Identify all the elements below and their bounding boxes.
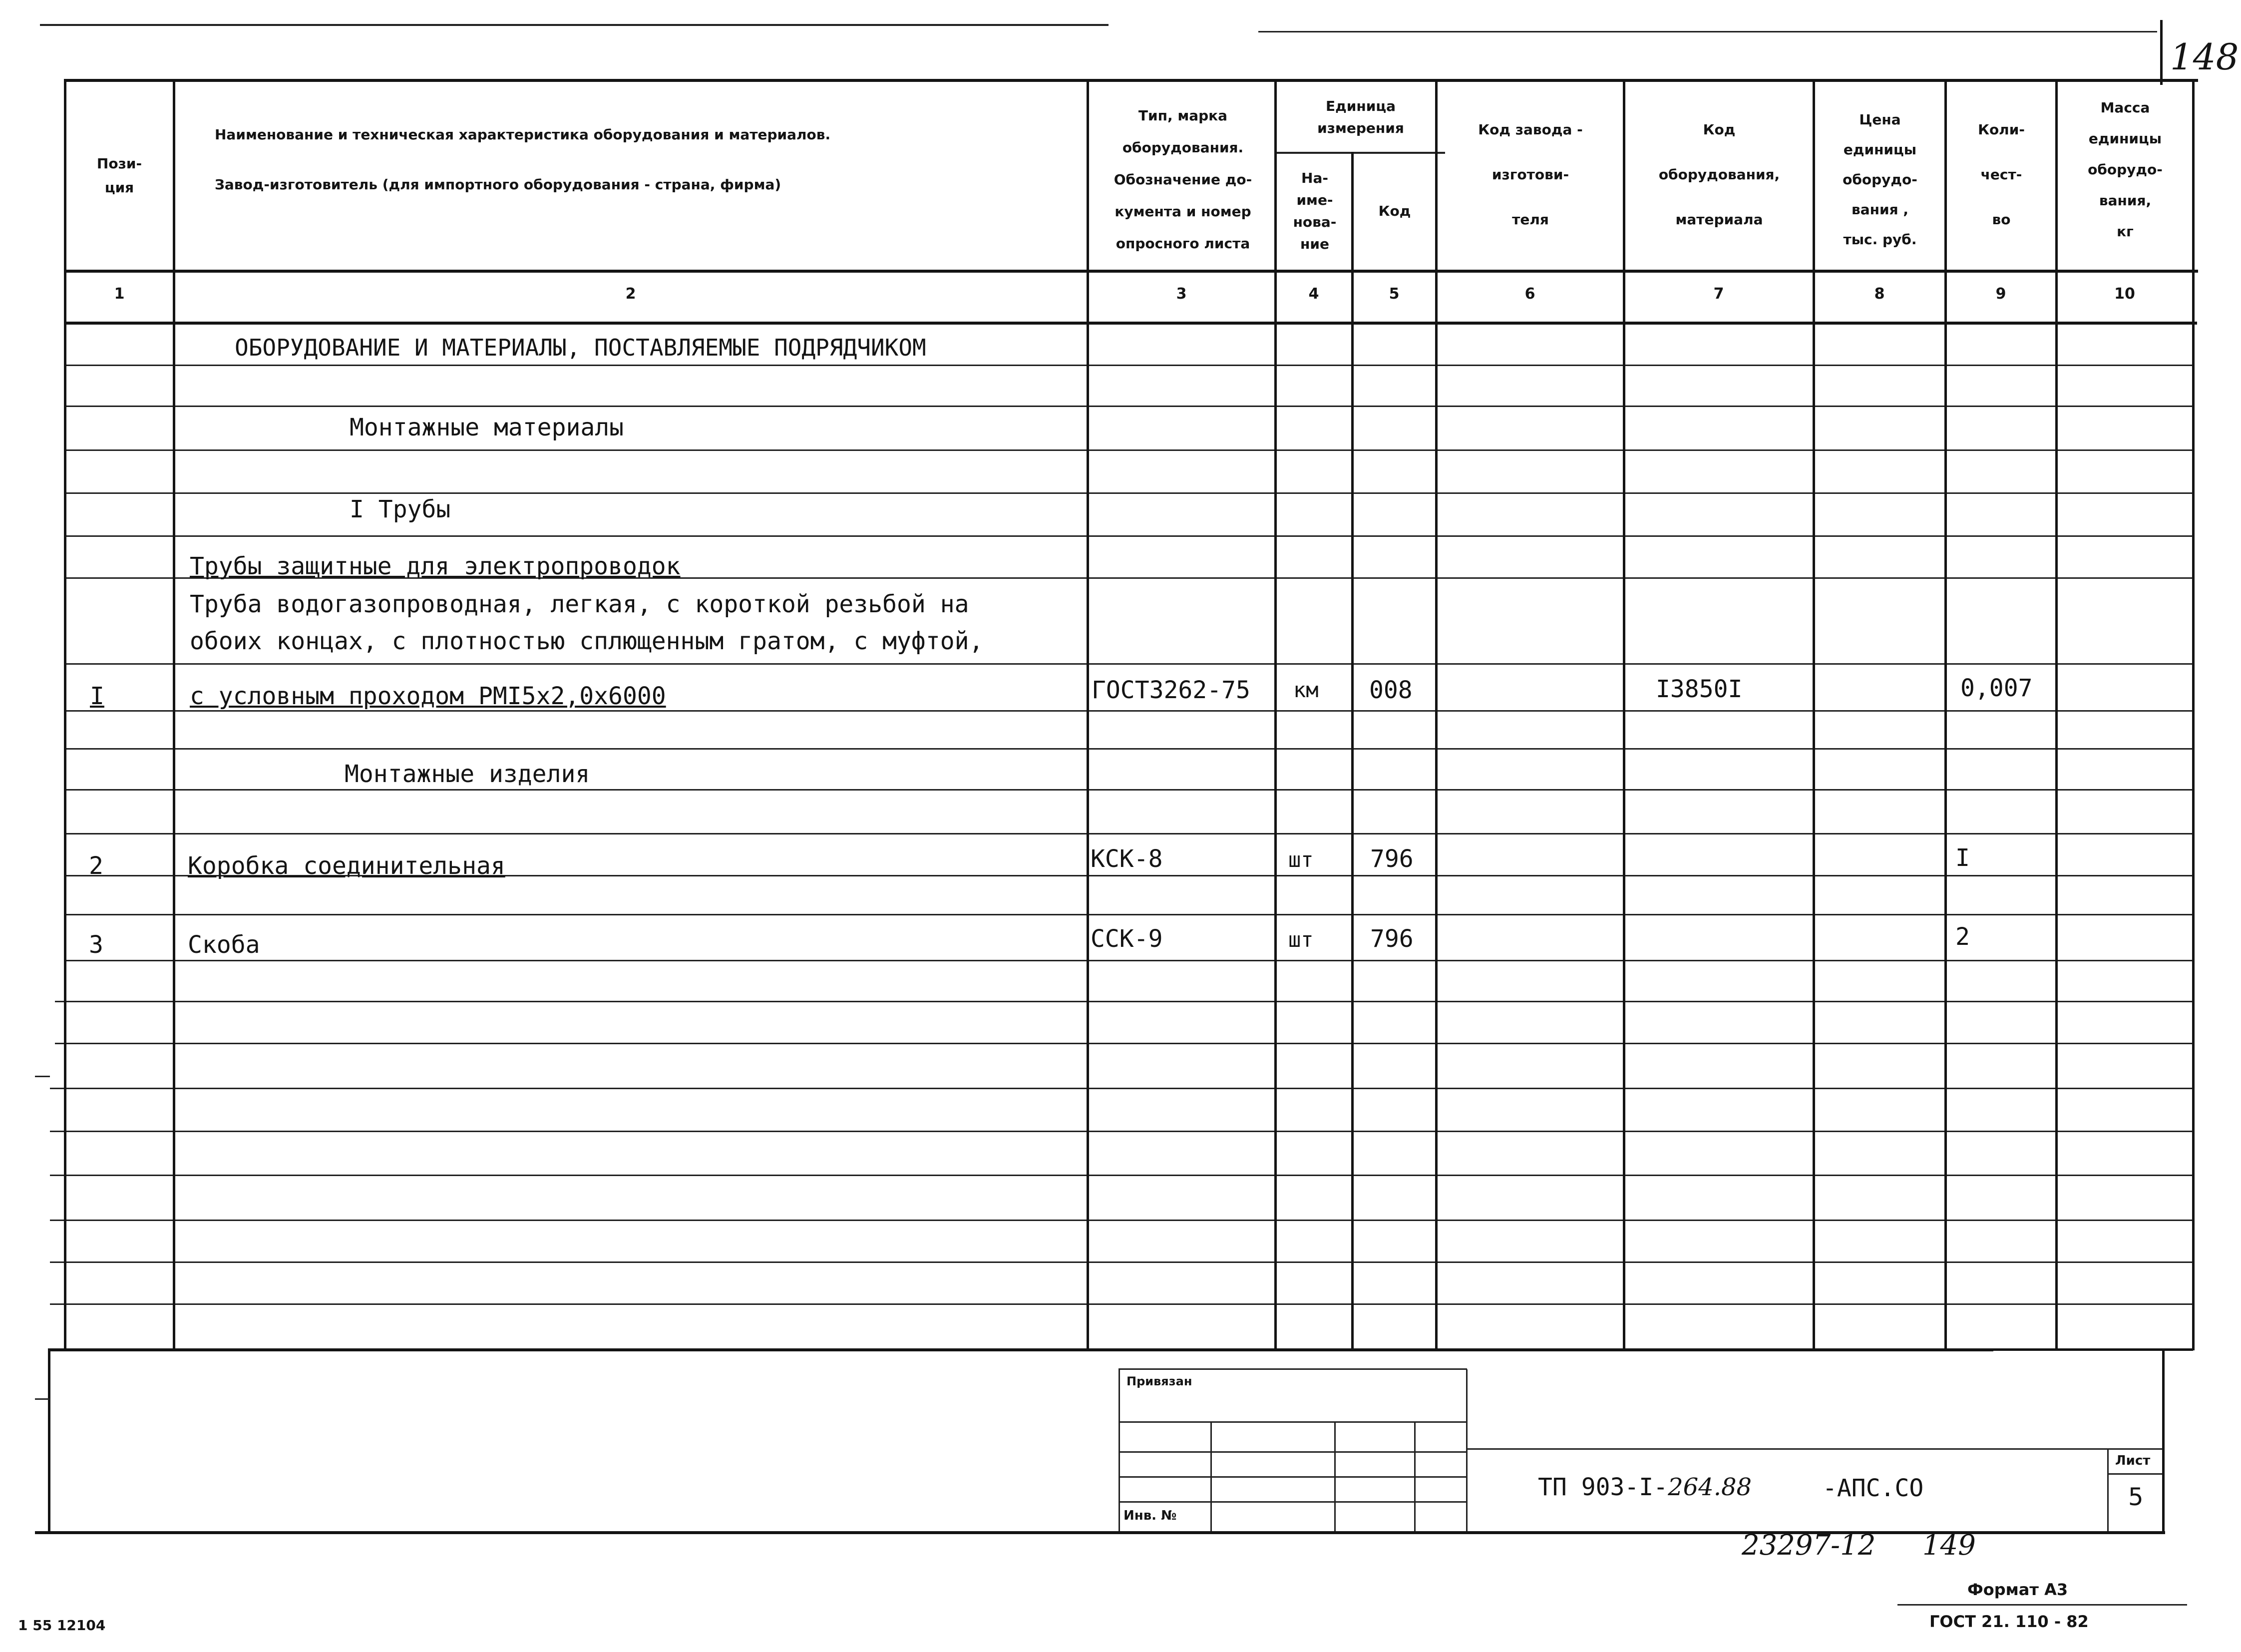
row-line (65, 406, 2193, 407)
col-border-2-3 (1087, 79, 1089, 1350)
privyazan-box-col (1334, 1421, 1336, 1531)
column-number-6: 6 (1524, 285, 1535, 303)
privyazan-box-col (1210, 1421, 1212, 1531)
bottom-frame-left (48, 1348, 50, 1534)
item2-type: КСК-8 (1091, 845, 1163, 873)
privyazan-label: Привязан (1126, 1374, 1192, 1388)
col-border-right (2192, 79, 2195, 1350)
header-text: Наименование и техническая характеристика оборудования и материалов. (215, 126, 831, 143)
subsection-materials: Монтажные материалы (350, 413, 624, 441)
top-margin-line-2 (1258, 31, 2157, 32)
archive-page-number: 149 (1922, 1529, 1976, 1562)
header-text: вания, (2099, 192, 2152, 209)
header-unit-group (1278, 85, 1443, 150)
header-text: опросного листа (1116, 235, 1250, 252)
row-line (65, 914, 2193, 915)
item3-quantity: 2 (1955, 923, 1970, 951)
format-label: Формат А3 (1967, 1580, 2068, 1599)
header-text: измерения (1317, 120, 1404, 136)
gost-label: ГОСТ 21. 110 - 82 (1929, 1612, 2089, 1631)
column-number-7: 7 (1713, 285, 1724, 303)
document-code-handwritten: 264.88 (1668, 1473, 1752, 1501)
item1-name-line-2: обоих концах, с плотностью сплющенным гратом, с муфтой, (190, 627, 984, 655)
header-text: Код завода - (1478, 121, 1583, 138)
doc-code-top (1466, 1448, 2162, 1450)
top-margin-line (40, 24, 1109, 26)
row-line (50, 1261, 2193, 1263)
item1-unit-code: 008 (1369, 676, 1413, 704)
row-line (55, 1043, 2193, 1044)
header-text: оборудо- (1843, 171, 1917, 188)
privyazan-box-col (1414, 1421, 1416, 1531)
col-border-3-4 (1274, 79, 1277, 1350)
header-mass (2058, 90, 2192, 250)
column-number-4: 4 (1308, 285, 1319, 303)
header-text: кг (2117, 223, 2134, 240)
header-text: Пози- (96, 155, 142, 172)
header-unit-name (1278, 155, 1351, 267)
item2-name: Коробка соединительная (188, 852, 505, 880)
header-manufacturer-code (1438, 100, 1623, 250)
item3-unit-name: шт (1288, 927, 1314, 952)
header-text: ние (1300, 235, 1329, 252)
header-text: единицы (1843, 141, 1917, 158)
header-type (1092, 95, 1274, 265)
item1-unit-name: км (1293, 678, 1319, 702)
header-text: теля (1512, 211, 1549, 228)
bottom-frame-right (2162, 1348, 2165, 1534)
header-text: име- (1296, 191, 1333, 208)
item2-quantity: I (1955, 844, 1970, 872)
item1-equipment-code: I3850I (1656, 675, 1743, 703)
header-text: единицы (2088, 130, 2162, 147)
row-line (50, 1175, 2193, 1176)
header-text: Масса (2100, 99, 2150, 116)
row-line (65, 833, 2193, 834)
sheet-box-left (2107, 1448, 2109, 1531)
header-text: оборудования. (1122, 139, 1244, 156)
column-number-2: 2 (625, 285, 636, 303)
col-border-9-10 (2055, 79, 2058, 1350)
inventory-number-label: Инв. № (1123, 1508, 1177, 1523)
row-line (65, 492, 2193, 494)
col-border-8-9 (1944, 79, 1947, 1350)
header-equipment-code (1626, 100, 1813, 250)
col-border-5-6 (1435, 79, 1438, 1350)
col-border-6-7 (1623, 79, 1625, 1350)
privyazan-box-right (1466, 1369, 1468, 1531)
item2-unit-name: шт (1288, 847, 1314, 872)
column-number-8: 8 (1874, 285, 1885, 303)
table-top-border (65, 79, 2198, 82)
item1-name-line-1: Труба водогазопроводная, легкая, с короткой резьбой на (190, 590, 969, 618)
header-name (215, 110, 1014, 210)
header-text: оборудо- (2088, 161, 2163, 178)
row-line (65, 535, 2193, 537)
item3-type: ССК-9 (1091, 925, 1163, 953)
header-text: вания , (1852, 201, 1908, 218)
column-number-5: 5 (1389, 285, 1400, 303)
header-text: Обозначение до- (1114, 171, 1252, 188)
row-line (65, 449, 2193, 451)
header-text: Единица (1326, 98, 1396, 114)
header-text: На- (1301, 169, 1328, 186)
page-number: 148 (2170, 36, 2239, 78)
header-quantity (1947, 100, 2055, 250)
col-border-4-5 (1351, 152, 1354, 1350)
header-text: оборудования, (1658, 166, 1780, 183)
column-number-1: 1 (114, 285, 125, 303)
col-border-7-8 (1813, 79, 1815, 1350)
item1-quantity: 0,007 (1960, 674, 2033, 702)
page-number-box (2160, 20, 2163, 85)
row-line (65, 663, 2193, 665)
row-line (50, 1220, 2193, 1221)
header-text: материала (1675, 211, 1763, 228)
section-title: ОБОРУДОВАНИЕ И МАТЕРИАЛЫ, ПОСТАВЛЯЕМЫЕ ПОДРЯДЧИКОМ (235, 334, 926, 361)
header-text: Коли- (1978, 121, 2025, 138)
row-line (50, 1131, 2193, 1132)
header-text: ция (104, 179, 134, 196)
unit-group-divider (1275, 152, 1445, 154)
header-text: кумента и номер (1115, 203, 1251, 220)
item2-position: 2 (89, 852, 103, 880)
item3-unit-code: 796 (1370, 925, 1414, 953)
header-text: Завод-изготовитель (для импортного оборудования - страна, фирма) (215, 176, 781, 193)
header-text: чест- (1980, 166, 2022, 183)
header-text: изготови- (1492, 166, 1569, 183)
archive-number: 23297-12 (1742, 1529, 1876, 1562)
document-code-suffix: -АПС.СО (1823, 1474, 1924, 1502)
header-text: Цена (1859, 111, 1901, 128)
document-code (1538, 1473, 1752, 1501)
pipes-description: Трубы защитные для электропроводок (190, 552, 681, 580)
subsection-products: Монтажные изделия (345, 760, 590, 788)
print-code: 1 55 12104 (18, 1617, 106, 1634)
row-line (65, 789, 2193, 791)
header-price (1816, 100, 1944, 260)
row-line (50, 1088, 2193, 1089)
header-text: Код (1378, 202, 1411, 219)
row-line (55, 1001, 2193, 1002)
header-text: тыс. руб. (1843, 231, 1917, 248)
header-text: нова- (1293, 213, 1337, 230)
column-number-3: 3 (1176, 285, 1187, 303)
item3-name: Скоба (188, 931, 260, 959)
header-bottom-border (65, 270, 2198, 273)
header-text: во (1992, 211, 2011, 228)
header-unit-code (1354, 155, 1435, 267)
left-tick (35, 1076, 50, 1077)
row-line (65, 748, 2193, 750)
sheet-number: 5 (2128, 1483, 2144, 1511)
item1-type: ГОСТ3262-75 (1092, 676, 1250, 704)
sheet-box-divider (2107, 1473, 2162, 1475)
row-line (65, 365, 2193, 366)
row-line (65, 960, 2193, 961)
footer-line (1897, 1604, 2187, 1606)
row-line-bold (50, 1348, 2193, 1351)
header-text: Тип, марка (1138, 107, 1228, 124)
item1-name-line-3: с условным проходом РМI5х2,0х6000 (190, 682, 666, 710)
column-number-9: 9 (1995, 285, 2006, 303)
row-line (50, 1303, 2193, 1305)
item2-unit-code: 796 (1370, 845, 1414, 873)
item1-position: I (90, 682, 104, 710)
header-position (66, 82, 173, 270)
left-tick (35, 1398, 50, 1400)
document-code-prefix: ТП 903-I- (1538, 1473, 1668, 1501)
column-number-10: 10 (2114, 285, 2135, 303)
header-text: Код (1703, 121, 1736, 138)
privyazan-box-left (1119, 1369, 1120, 1531)
sheet-label: Лист (2115, 1453, 2151, 1468)
group-pipes: I Трубы (350, 495, 451, 523)
privyazan-box-top (1119, 1368, 1467, 1370)
col-border-1-2 (173, 79, 175, 1350)
colnum-bottom-border (65, 322, 2197, 325)
item3-position: 3 (89, 931, 103, 959)
